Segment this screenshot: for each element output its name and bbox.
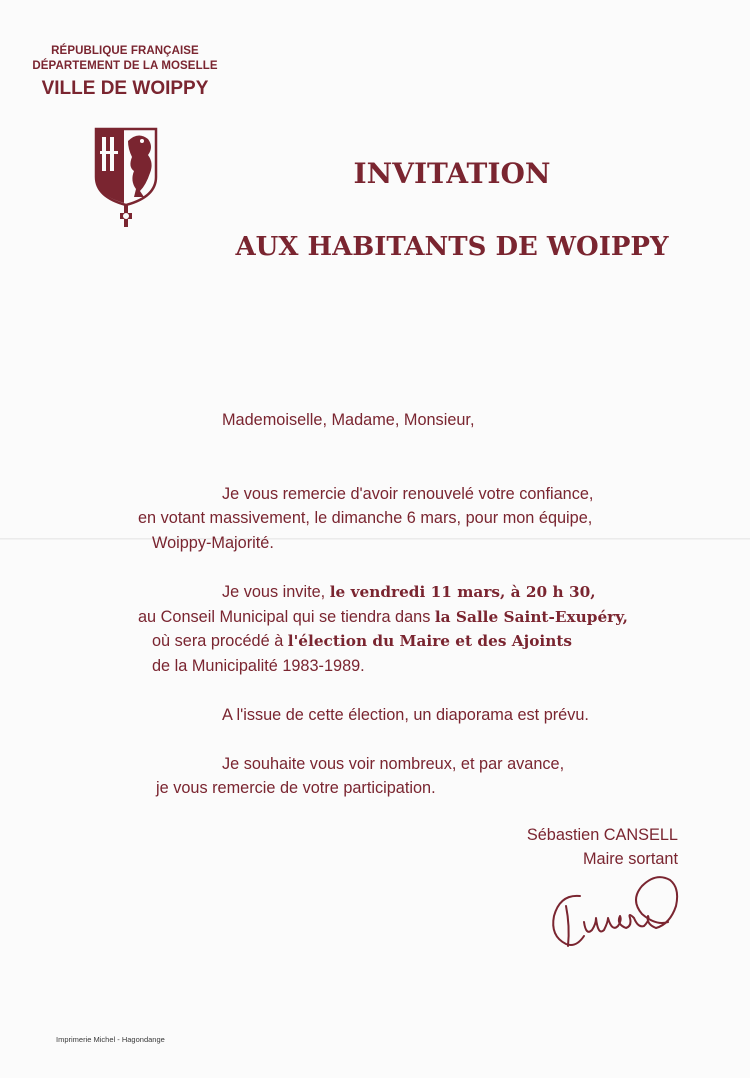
p2-line1-text: Je vous invite, xyxy=(222,583,330,601)
p2-line2-text: au Conseil Municipal qui se tiendra dans xyxy=(138,608,435,626)
handwritten-signature xyxy=(546,866,686,956)
p1-line2: en votant massivement, le dimanche 6 mars, pour mon équipe, xyxy=(138,509,593,527)
salutation: Mademoiselle, Madame, Monsieur, xyxy=(222,411,475,429)
p1-line3: Woippy-Majorité. xyxy=(152,534,274,552)
p1-line1: Je vous remercie d'avoir renouvelé votre confiance, xyxy=(222,485,594,503)
paper-fold-line xyxy=(0,538,750,540)
signatory-name: Sébastien CANSELL xyxy=(526,826,678,844)
letterhead xyxy=(30,44,220,101)
p4-line1: Je souhaite vous voir nombreux, et par avance, xyxy=(222,755,565,773)
meeting-date: le vendredi 11 mars, à 20 h 30, xyxy=(329,583,596,601)
p2-line4: de la Municipalité 1983-1989. xyxy=(152,657,365,675)
invitation-subtitle: AUX HABITANTS DE WOIPPY xyxy=(235,232,669,262)
p2-line3-text: où sera procédé à xyxy=(152,632,288,650)
coat-of-arms-icon xyxy=(94,127,158,231)
invitation-title: INVITATION xyxy=(353,157,551,190)
signatory-role: Maire sortant xyxy=(582,850,678,868)
printer-credit: Imprimerie Michel - Hagondange xyxy=(56,1035,165,1044)
p4-line2: je vous remercie de votre participation. xyxy=(156,779,436,797)
letterhead-department: DÉPARTEMENT DE LA MOSELLE xyxy=(32,60,218,72)
p2-line3 xyxy=(152,629,572,654)
p2-line2 xyxy=(138,605,628,630)
letterhead-republic: RÉPUBLIQUE FRANÇAISE xyxy=(51,45,199,57)
letterhead-city: VILLE DE WOIPPY xyxy=(41,78,209,99)
p2-line1 xyxy=(222,580,596,605)
election-subject: l'élection du Maire et des Ajoints xyxy=(287,632,573,650)
meeting-venue: la Salle Saint-Exupéry, xyxy=(434,608,628,626)
p3-line: A l'issue de cette élection, un diaporama est prévu. xyxy=(222,706,589,724)
